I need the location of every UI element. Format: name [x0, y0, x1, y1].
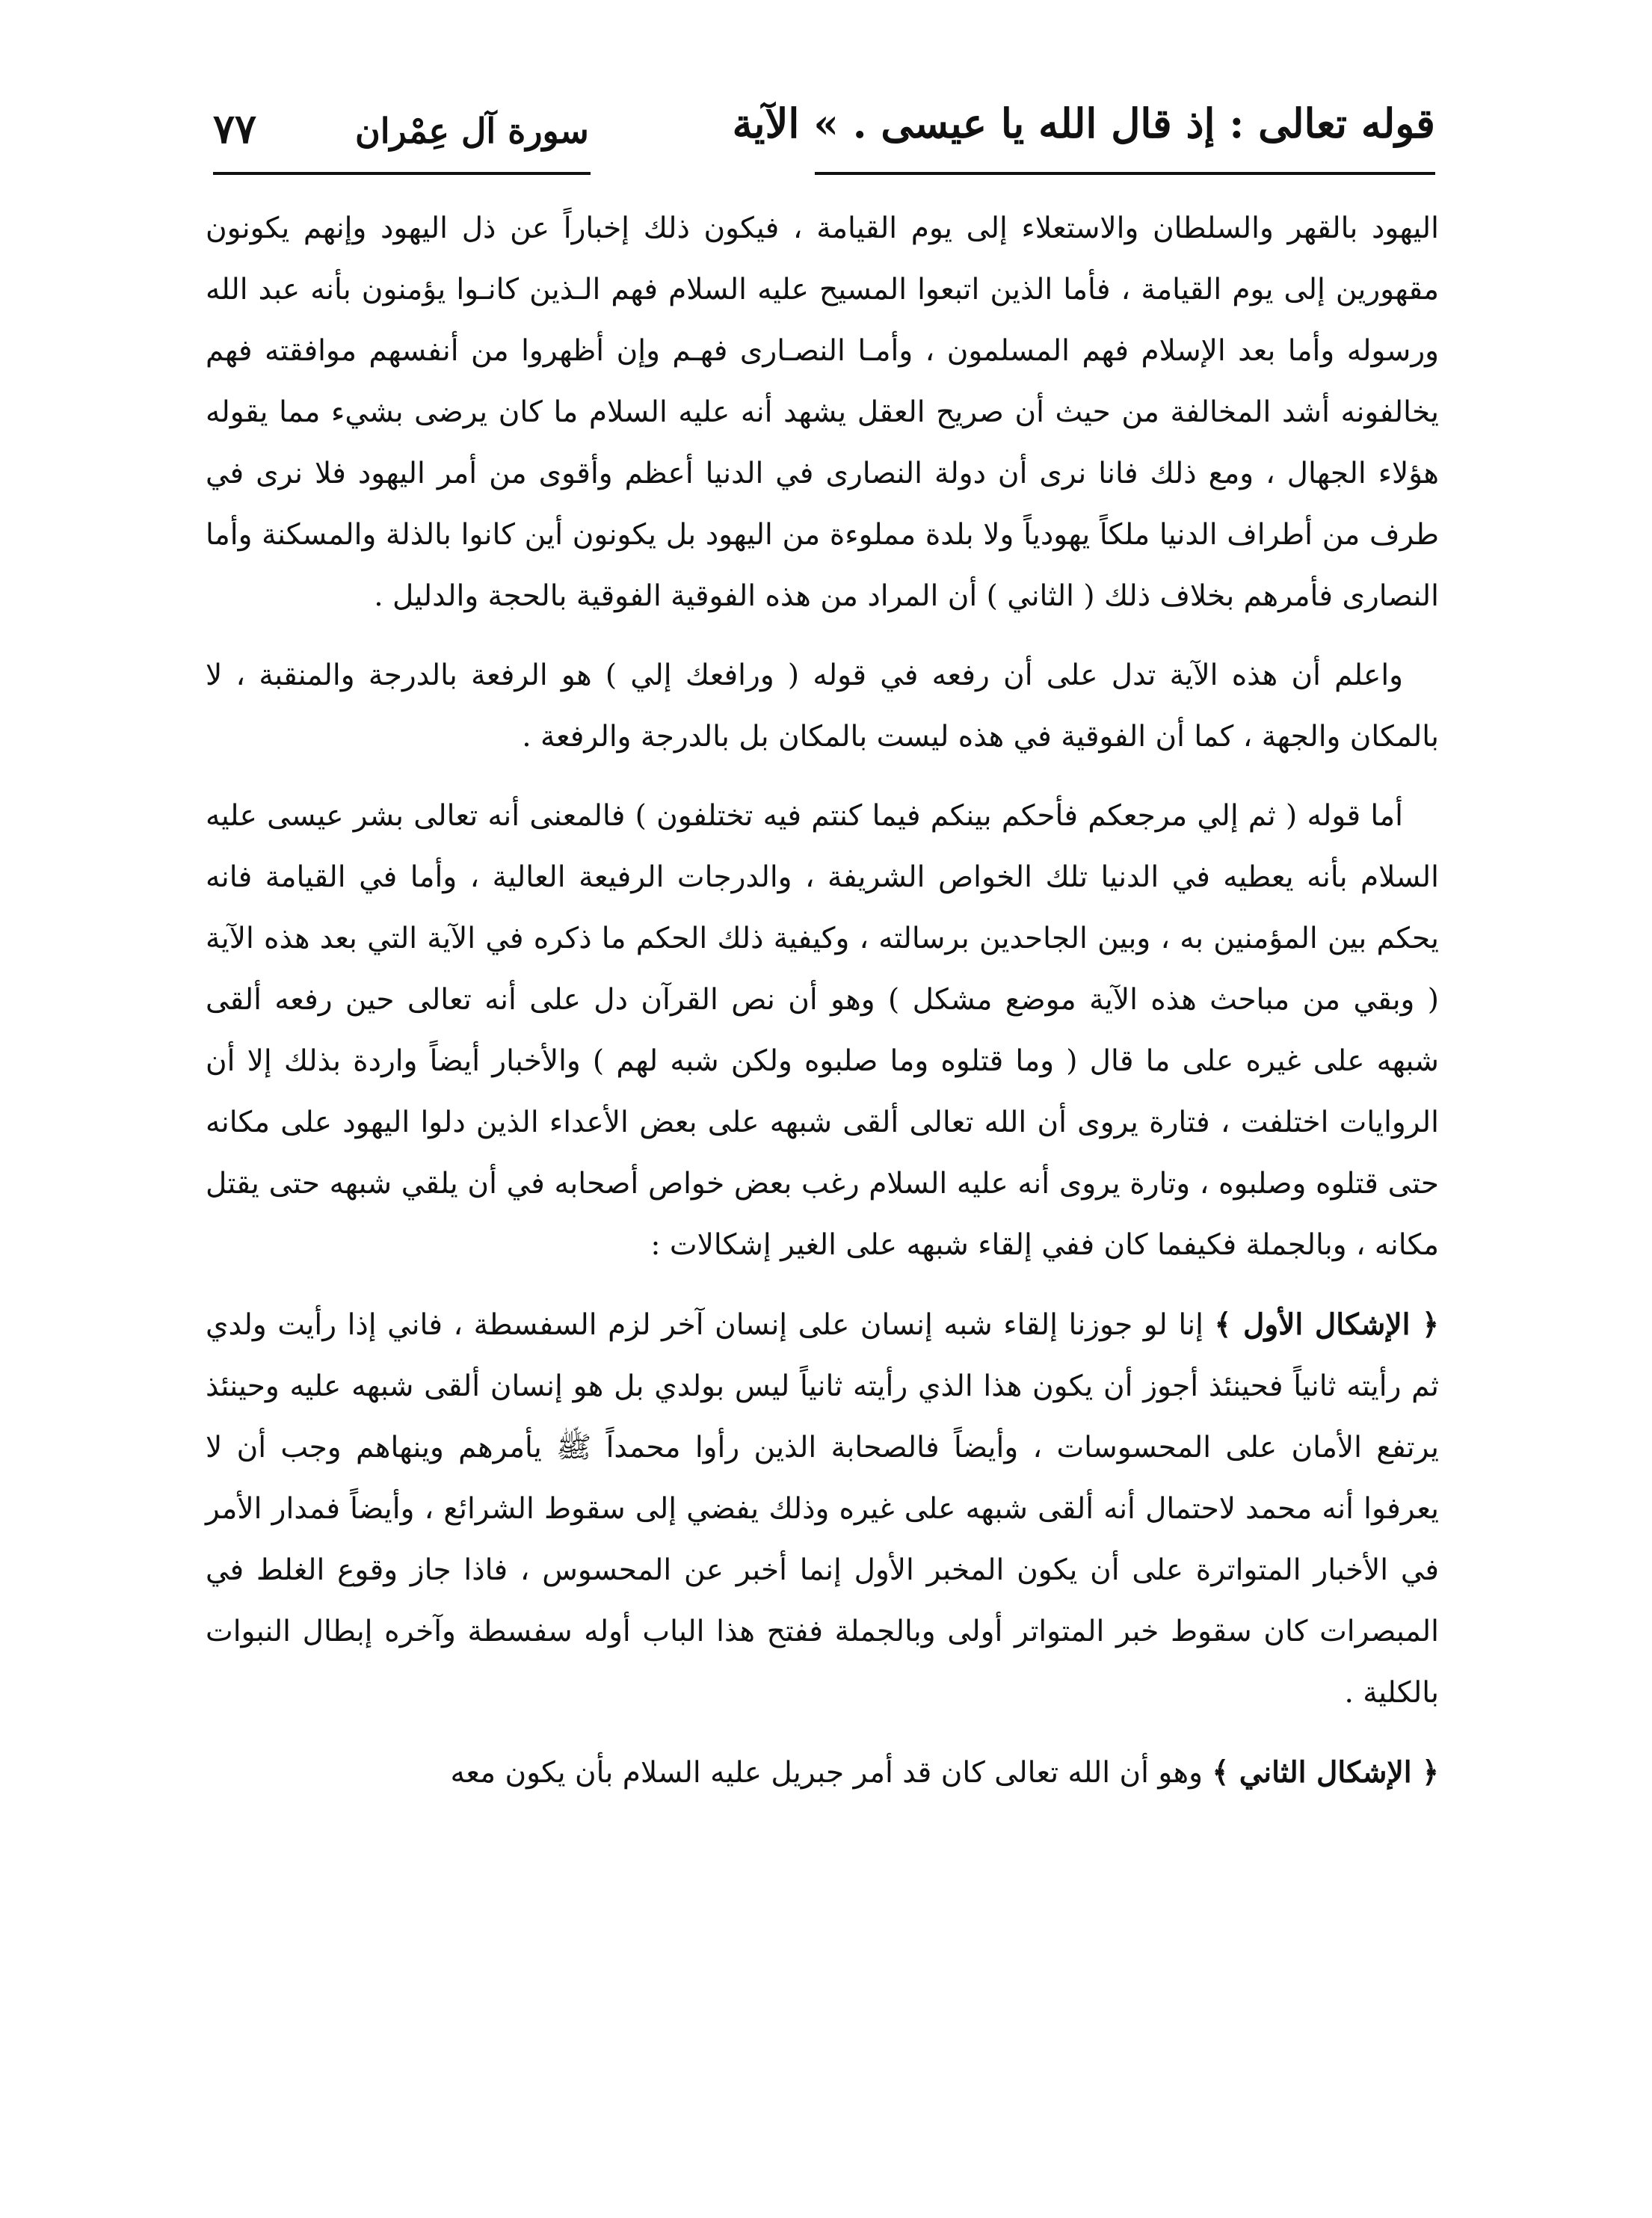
text-line: والمنقبة ، لا بالمكان والجهة ، كما أن الفوقية في هذه ليست بالمكان بل بالدرجة والرفعة .	[206, 659, 1439, 754]
text-line: إذا رأيت ولدي ثم رأيته ثانياً فحينئذ أجوز أن يكون هذا الذي رأيته ثانياً ليس بولدي بل هو	[206, 1308, 1439, 1403]
paragraph	[206, 1742, 1439, 1804]
text-line: وبالجملة ففتح هذا الباب أوله سفسطة وآخره إبطال النبوات بالكلية .	[206, 1615, 1439, 1710]
text-line: إنسان ألقى شبهه عليه وحينئذ يرتفع الأمان على المحسوسات ، وأيضاً فالصحابة الذين رأوا	[206, 1370, 1439, 1464]
text-line: يؤمنون بأنه عبد الله ورسوله وأما بعد الإسلام فهم المسلمون ، وأمـا النصـارى فهـم وإن	[206, 273, 1439, 368]
text-line: عليه السلام ما كان يرضى بشيء مما يقوله هؤلاء الجهال ، ومع ذلك فانا نرى أن دولة النصارى	[206, 395, 1439, 490]
text-line: أظهروا من أنفسهم موافقته فهم يخالفونه أشد المخالفة من حيث أن صريح العقل يشهد أنه	[206, 334, 1439, 429]
header-surah-name: سورة آل عِمْران	[355, 111, 589, 151]
text-line: فكيفما كان ففي إلقاء شبهه على الغير إشكالات :	[650, 1228, 1237, 1262]
running-header	[213, 88, 1435, 163]
text-line: في الدنيا أعظم وأقوى من أمر اليهود فلا نرى في طرف من أطراف الدنيا ملكاً يهودياً ولا بلدة	[206, 457, 1439, 552]
body-text	[206, 198, 1439, 1822]
paragraph	[206, 645, 1439, 768]
text-line: أما قوله ( ثم إلي مرجعكم فأحكم بينكم فيما كنتم فيه تختلفون ) فالمعنى أنه تعالى بشر	[353, 799, 1404, 833]
header-title: قوله تعالى : إذ قال الله يا عيسى . » الآية	[732, 99, 1435, 147]
section-heading: ﴿ الإشكال الثاني ﴾	[1212, 1755, 1439, 1790]
text-line: أنه عليه السلام رغب بعض خواص أصحابه في أن يلقي شبهه حتى يقتل مكانه ، وبالجملة	[206, 1167, 1439, 1262]
text-line: ذكره في الآية التي بعد هذه الآية ( وبقي من مباحث هذه الآية موضع مشكل ) وهو أن نص	[206, 922, 1439, 1017]
text-line: ألقى شبهه على بعض الأعداء الذين دلوا اليهود على مكانه حتى قتلوه وصلبوه ، وتارة يروى	[206, 1106, 1440, 1201]
header-rule-left	[213, 172, 591, 175]
section-heading: ﴿ الإشكال الأول ﴾	[1214, 1307, 1439, 1342]
text-line: يكونون مقهورين إلى يوم القيامة ، فأما الذين اتبعوا المسيح عليه السلام فهم الـذين كانـوا	[206, 212, 1439, 306]
paragraph	[206, 1294, 1439, 1724]
text-line: مملوءة من اليهود بل يكونون أين كانوا بالذلة والمسكنة وأما النصارى فأمرهم بخلاف ذلك	[206, 518, 1439, 613]
text-line: واعلم أن هذه الآية تدل على أن رفعه في قوله ( ورافعك إلي ) هو الرفعة بالدرجة	[368, 659, 1403, 692]
text-line: يفضي إلى سقوط الشرائع ، وأيضاً فمدار الأمر في الأخبار المتواترة على أن يكون المخبر الأول	[206, 1492, 1439, 1587]
text-line: وأما في القيامة فانه يحكم بين المؤمنين به ، وبين الجاحدين برسالته ، وكيفية ذلك الحكم ما	[206, 860, 1439, 955]
paragraph	[206, 198, 1439, 627]
header-rule-right	[815, 172, 1435, 175]
text-line: اليهود بالقهر والسلطان والاستعلاء إلى يوم القيامة ، فيكون ذلك إخباراً عن ذل اليهود وإنهم	[303, 212, 1439, 245]
text-line: محمداً ﷺ يأمرهم وينهاهم وجب أن لا يعرفوا أنه محمد لاحتمال أنه ألقى شبهه على غيره وذلك	[206, 1431, 1439, 1526]
page-number: ٧٧	[213, 105, 257, 153]
text-line: وهو أن الله تعالى كان قد أمر جبريل عليه السلام بأن يكون معه	[450, 1756, 1203, 1790]
text-line: القرآن دل على أنه تعالى حين رفعه ألقى شبهه على غيره على ما قال ( وما قتلوه وما صلبوه ولكن	[206, 983, 1439, 1078]
text-line: شبه لهم ) والأخبار أيضاً واردة بذلك إلا أن الروايات اختلفت ، فتارة يروى أن الله تعالى	[206, 1044, 1439, 1139]
text-line: عيسى عليه السلام بأنه يعطيه في الدنيا تلك الخواص الشريفة ، والدرجات الرفيعة العالية ،	[206, 799, 1439, 894]
text-line: إنا لو جوزنا إلقاء شبه إنسان على إنسان آخر لزم السفسطة ، فاني	[387, 1308, 1203, 1342]
text-line: إنما أخبر عن المحسوس ، فاذا جاز وقوع الغلط في المبصرات كان سقوط خبر المتواتر أولى	[206, 1553, 1439, 1648]
text-line: ( الثاني ) أن المراد من هذه الفوقية الفوقية بالحجة والدليل .	[374, 579, 1095, 613]
paragraph	[206, 786, 1439, 1276]
